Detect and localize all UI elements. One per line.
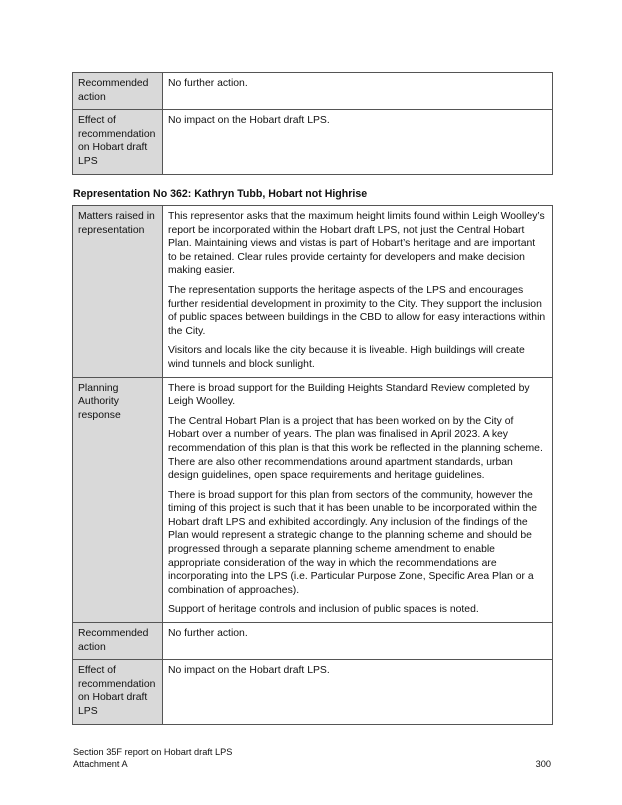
table-row (73, 73, 553, 110)
row-content (163, 73, 553, 110)
paragraph: Support of heritage controls and inclusion of public spaces is noted. (168, 604, 479, 616)
table-row (73, 623, 553, 660)
paragraph: There is broad support for the Building Heights Standard Review completed by Leigh Woolley. (168, 382, 530, 408)
row-content (163, 206, 553, 378)
table-row (73, 377, 553, 623)
row-content (163, 377, 553, 623)
footer-attachment: Attachment A (73, 758, 128, 769)
paragraph: No further action. (168, 78, 248, 89)
paragraph: Visitors and locals like the city because it is liveable. High buildings will create wind tunnels and block sunlight. (168, 345, 525, 370)
row-label: Effect of recommendation on Hobart draft LPS (73, 660, 163, 724)
row-label: Planning Authority response (73, 377, 163, 623)
row-content (163, 623, 553, 660)
row-label: Recommended action (73, 623, 163, 660)
representation-heading: Representation No 362: Kathryn Tubb, Hobart not Highrise (73, 188, 368, 200)
page-footer (73, 747, 553, 770)
paragraph: There is broad support for this plan from sectors of the community, however the timing of this project is such that it has been unable to be incorporated within the Hobart draft LPS and exhibited accordingly. Any inclusion of the findings of the Plan would represent a strategic change to the planning scheme and should be progressed through a separate planning scheme amendment to enable appropriate consideration of the way in which the recommendations are incorporating into the LPS (i.e. Particular Purpose Zone, Specific Area Plan or a combination of approaches). (168, 489, 538, 596)
footer-report-title: Section 35F report on Hobart draft LPS (73, 747, 233, 757)
representation-362-table (72, 205, 553, 725)
table-row (73, 206, 553, 378)
table-row (73, 660, 553, 724)
page-number: 300 (535, 758, 551, 769)
table-row (73, 110, 553, 174)
top-representation-table (72, 72, 553, 175)
paragraph: The Central Hobart Plan is a project that has been worked on by the City of Hobart over a number of years. The plan was finalised in April 2023. A key recommendation of this plan is that this work be reflected in the planning scheme. There are also other recommendations around apartment standards, urban design guidelines, open space requirements and heritage guidelines. (168, 415, 543, 482)
row-content (163, 660, 553, 724)
paragraph: No further action. (168, 628, 248, 640)
row-label: Recommended action (73, 73, 163, 110)
paragraph: This representor asks that the maximum height limits found within Leigh Woolley’s report be incorporated within the Hobart draft LPS, not just the Central Hobart Plan. Maintaining views and vistas is part of Hobart’s heritage and are important to be retained. Clear rules provide certainty for developers and make decision making easier. (168, 211, 545, 277)
paragraph: The representation supports the heritage aspects of the LPS and encourages further residential development in proximity to the City. They support the inclusion of public spaces between buildings in the CBD to allow for easy interactions within the City. (168, 284, 546, 337)
row-label: Matters raised in representation (73, 206, 163, 378)
paragraph: No impact on the Hobart draft LPS. (168, 115, 330, 127)
paragraph: No impact on the Hobart draft LPS. (168, 665, 330, 677)
row-label: Effect of recommendation on Hobart draft LPS (73, 110, 163, 174)
row-content (163, 110, 553, 174)
